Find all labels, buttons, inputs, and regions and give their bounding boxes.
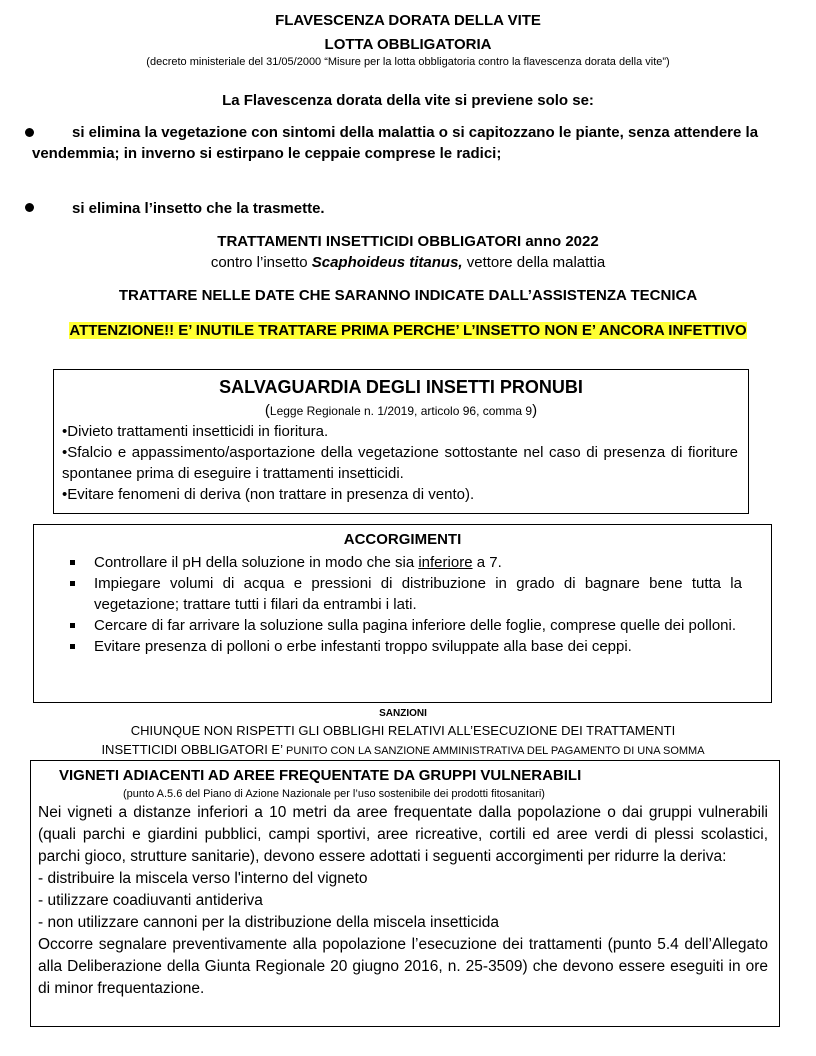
accorgimenti-item: Impiegare volumi di acqua e pressioni di distribuzione in grado di bagnare bene tutta la vegetazione; trattare tutti i filari da entrambi i lati. (56, 573, 742, 615)
sanzioni-line-1: CHIUNQUE NON RISPETTI GLI OBBLIGHI RELATIVI ALL’ESECUZIONE DEI TRATTAMENTI (130, 723, 676, 738)
pollinators-item: •Sfalcio e appassimento/asportazione della vegetazione sottostante nel caso di presenza di fioriture spontanee prima di eseguire i trattamenti insetticidi. (62, 444, 738, 482)
pollinators-law: (Legge Regionale n. 1/2019, articolo 96, comma 9) (264, 402, 538, 419)
prevention-bullet-1: si elimina la vegetazione con sintomi della malattia o si capitozzano le piante, senza attendere la vendemmia; in inverno si estirpano le ceppaie comprese le radici; (32, 124, 759, 162)
document-title: FLAVESCENZA DORATA DELLA VITE (275, 12, 541, 29)
accorgimenti-item: Cercare di far arrivare la soluzione sulla pagina inferiore delle foglie, comprese quelle dei polloni. (56, 615, 742, 636)
vulnerable-reference: (punto A.5.6 del Piano di Azione Nazionale per l’uso sostenibile dei prodotti fitosanitari) (123, 788, 545, 800)
sanzioni-heading: SANZIONI (379, 708, 427, 719)
decree-reference: (decreto ministeriale del 31/05/2000 “Misure per la lotta obbligatoria contro la flavescenza dorata della vite”) (146, 56, 670, 68)
prevention-intro: La Flavescenza dorata della vite si previene solo se: (222, 92, 594, 109)
prevention-bullet-2: si elimina l’insetto che la trasmette. (72, 200, 325, 217)
pollinators-item: •Divieto trattamenti insetticidi in fioritura. (62, 423, 329, 440)
sanzioni-line-2 (0, 741, 806, 759)
accorgimenti-list (56, 552, 742, 657)
insect-line-prefix: contro l’insetto (210, 254, 308, 271)
vulnerable-closing: Occorre segnalare preventivamente alla popolazione l’esecuzione dei trattamenti (punto 5.4 dell’Allegato alla Deliberazione della Giunta Regionale 20 giugno 2016, n. 25-3509) che devono essere eseguiti in ore di minor frequentazione. (38, 936, 768, 997)
underlined-word: inferiore (418, 554, 473, 571)
treatments-heading: TRATTAMENTI INSETTICIDI OBBLIGATORI anno 2022 (217, 233, 599, 250)
vulnerable-body (38, 802, 768, 1000)
vulnerable-paragraph: Nei vigneti a distanze inferiori a 10 metri da aree frequentate dalla popolazione o dai gruppi vulnerabili (quali parchi e giardini pubblici, campi sportivi, aree ricreative, cortili ed aree verdi di plessi scolastici, parchi gioco, strutture sanitarie), devono essere adottati i seguenti accorgimenti per ridurre la deriva: (38, 804, 768, 865)
pollinators-list (62, 421, 738, 505)
pollinators-heading: SALVAGUARDIA DEGLI INSETTI PRONUBI (219, 377, 583, 397)
warning-highlight: ATTENZIONE!! E’ INUTILE TRATTARE PRIMA PERCHE’ L’INSETTO NON E’ ANCORA INFETTIVO (69, 322, 747, 339)
vulnerable-box (30, 760, 780, 1027)
pollinators-item: •Evitare fenomeni di deriva (non trattare in presenza di vento). (62, 486, 475, 503)
vulnerable-item: - distribuire la miscela verso l'interno del vigneto (38, 870, 368, 887)
vulnerable-item: - non utilizzare cannoni per la distribuzione della miscela insetticida (38, 914, 499, 931)
vulnerable-heading: VIGNETI ADIACENTI AD AREE FREQUENTATE DA GRUPPI VULNERABILI (59, 767, 582, 784)
pollinators-law-text: Legge Regionale n. 1/2019, articolo 96, comma 9 (269, 404, 533, 418)
treatments-insect-line (0, 254, 816, 271)
vulnerable-item: - utilizzare coadiuvanti antideriva (38, 892, 263, 909)
bullet-dot (25, 203, 34, 212)
accorgimenti-item: Controllare il pH della soluzione in modo che sia inferiore a 7. (56, 552, 742, 573)
sanzioni-line-2b: PUNITO CON LA SANZIONE AMMINISTRATIVA DEL PAGAMENTO DI UNA SOMMA (283, 745, 705, 757)
accorgimenti-item: Evitare presenza di polloni o erbe infestanti troppo sviluppate alla base dei ceppi. (56, 636, 742, 657)
insect-name: Scaphoideus titanus, (311, 254, 463, 271)
treatment-instruction: TRATTARE NELLE DATE CHE SARANNO INDICATE DALL’ASSISTENZA TECNICA (118, 287, 698, 304)
accorgimenti-box (33, 524, 772, 703)
treatment-warning (22, 320, 794, 341)
insect-line-suffix: vettore della malattia (466, 254, 606, 271)
sanzioni-line-2a: INSETTICIDI OBBLIGATORI E’ (101, 742, 283, 757)
document-subtitle: LOTTA OBBLIGATORIA (324, 36, 492, 53)
pollinators-box (53, 369, 749, 514)
accorgimenti-heading: ACCORGIMENTI (343, 531, 462, 548)
